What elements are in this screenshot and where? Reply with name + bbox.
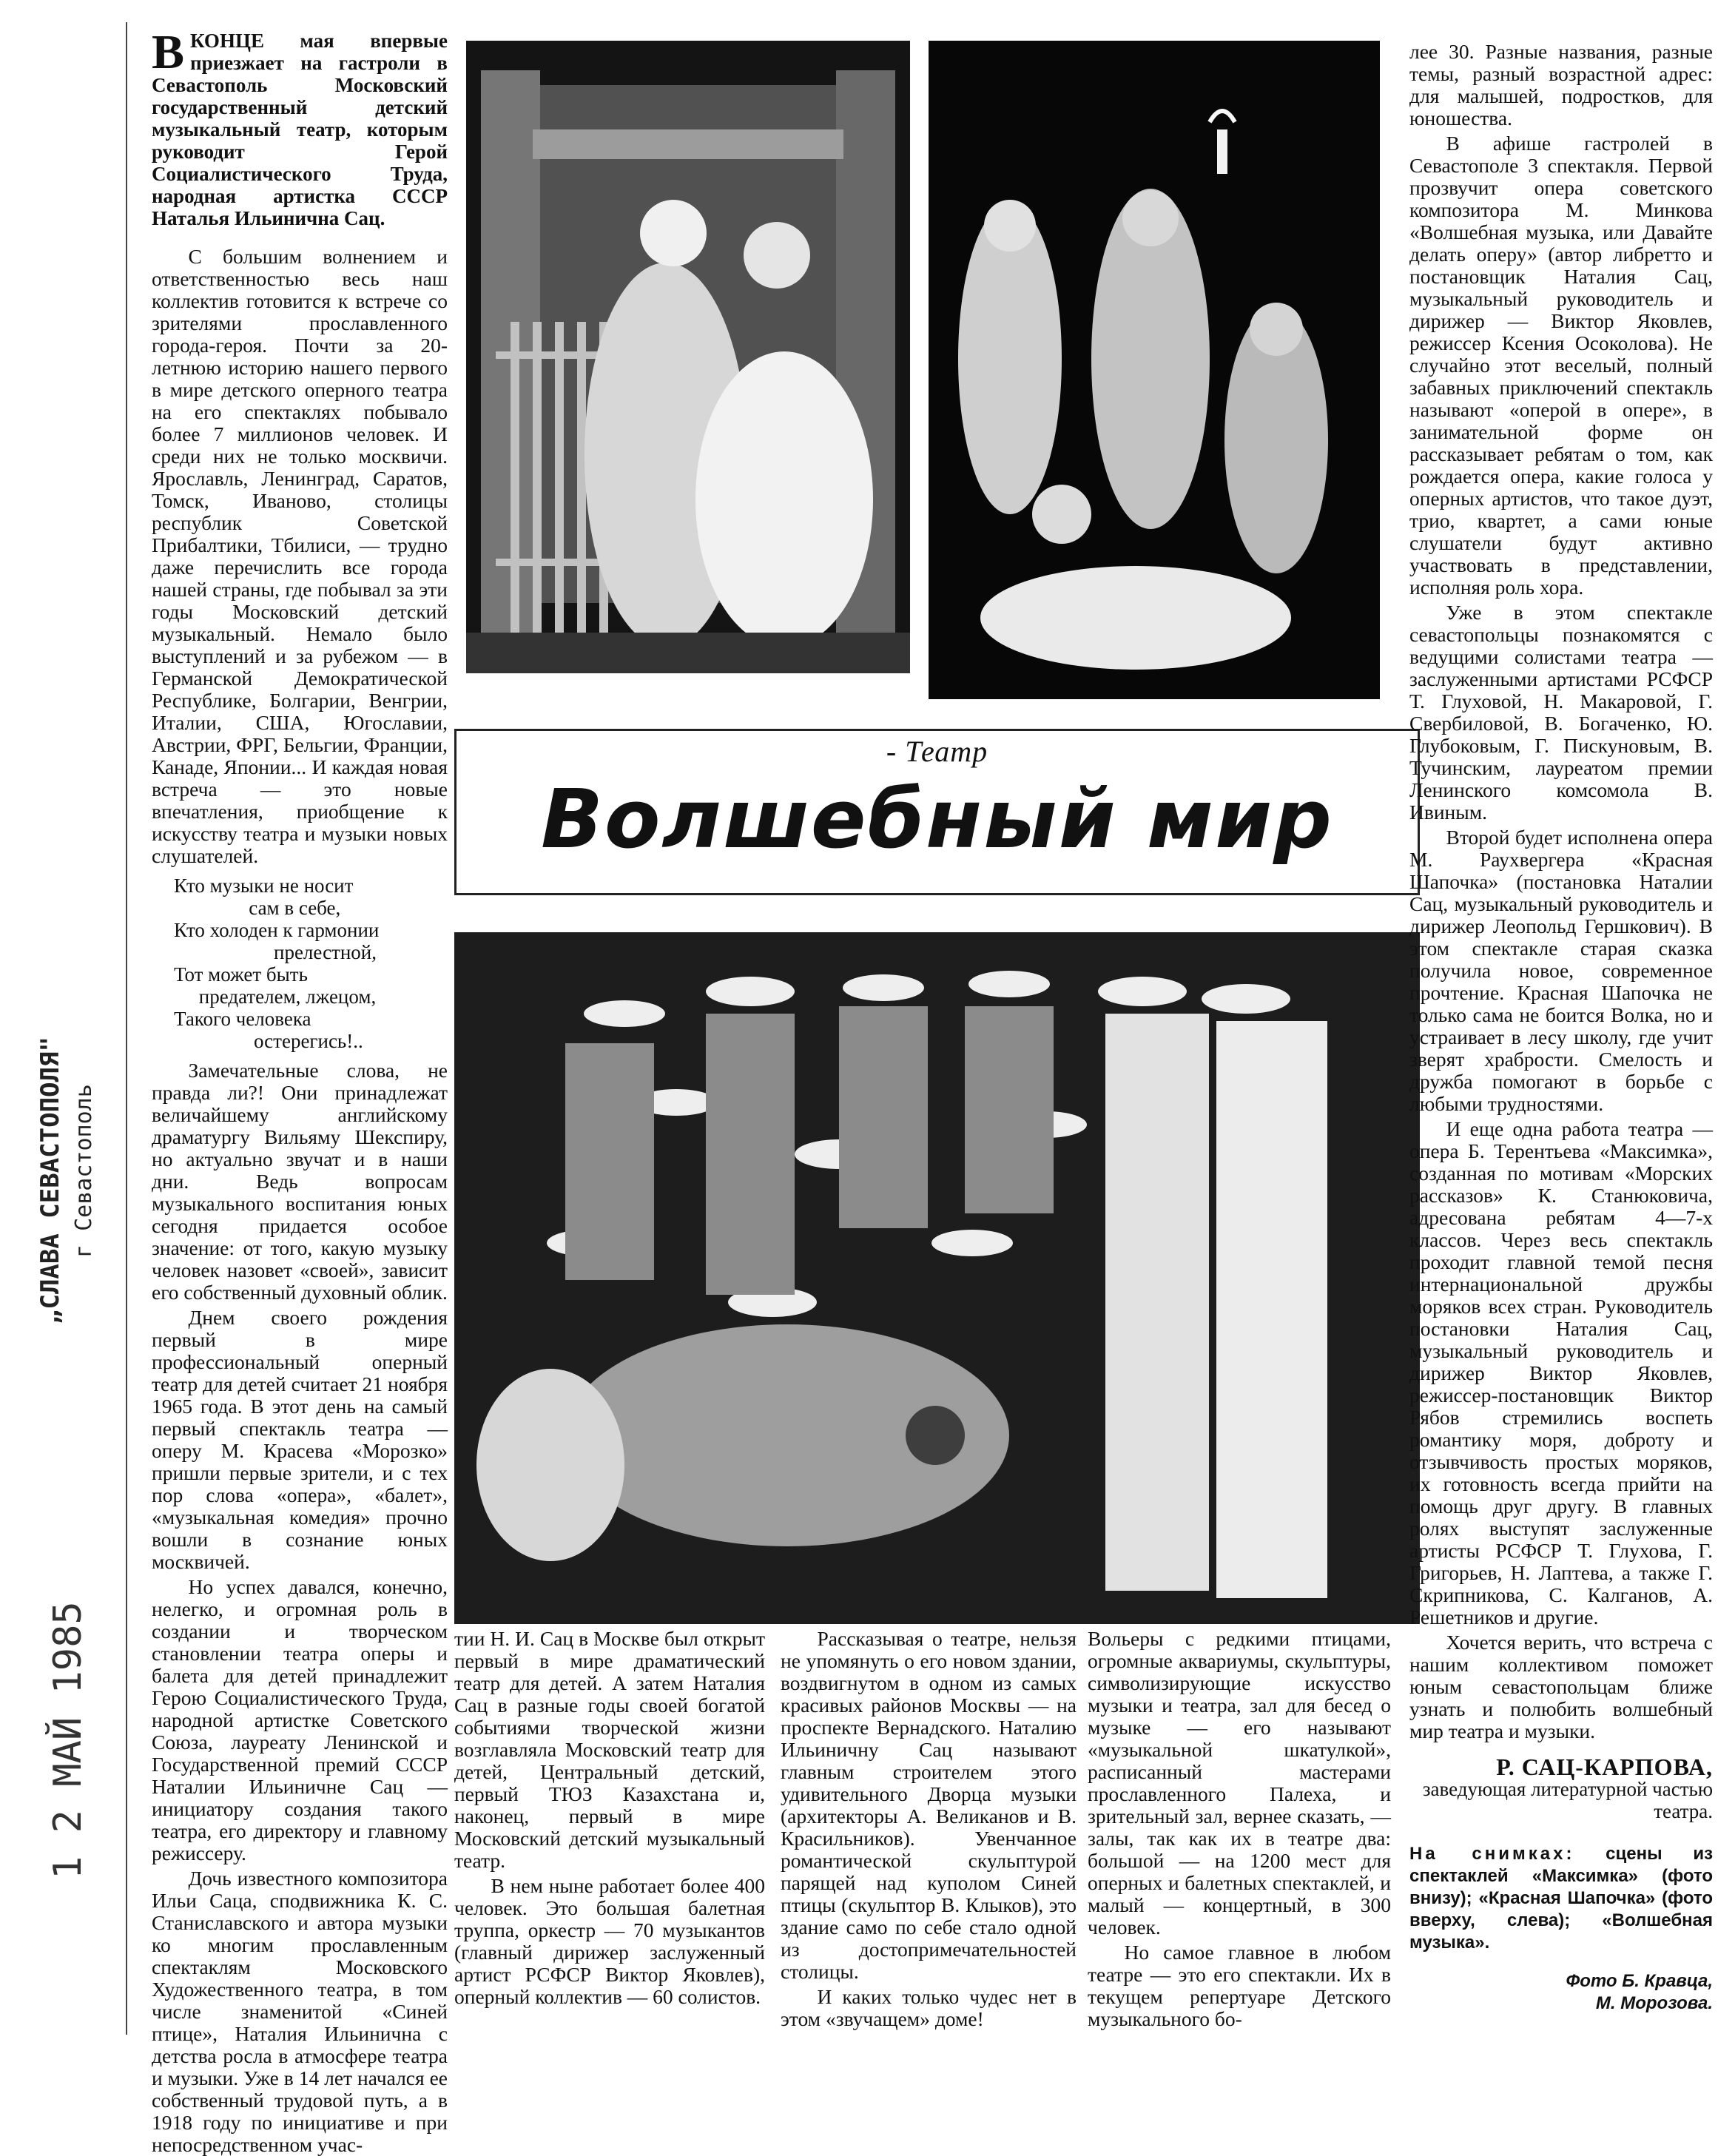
paragraph: Хочется верить, что встреча с нашим коллективом поможет юным севастопольцам ближе узнать и полюбить волшебный мир театра и музыки. <box>1409 1631 1713 1742</box>
verse-line: сам в себе, <box>174 897 341 919</box>
caption-prefix: На снимках: <box>1409 1844 1575 1864</box>
photo-magic-music <box>929 41 1380 699</box>
lead-paragraph <box>152 25 448 229</box>
paragraph: Рассказывая о театре, нельзя не упомянуть о его новом здании, воздвигнутом в одном из самых красивых районов Москвы — на проспекте Вернадского. Наталию Ильиничну Сац называют главным строителем этого удивительного Дворца музыки (архитекторы А. Великанов и В. Красильников). Увенчанное романтической скульптурой парящей над куполом Синей птицы (скульптор В. Клыков), это здание само по себе стало одной из достопримечательностей столицы. <box>781 1627 1077 1983</box>
paragraph: лее 30. Разные названия, разные темы, разный возрастной адрес: для малышей, подростков, для юношества. <box>1409 40 1713 129</box>
shakespeare-verse <box>174 875 448 1052</box>
paragraph: Второй будет исполнена опера М. Раухвергера «Красная Шапочка» (постановка Наталии Сац, музыкальный руководитель и дирижер Леопольд Гершкович). В этом спектакле старая сказка получила новое, современное прочтение. Красная Шапочка не только сама не боится Волка, но и устраивает в лесу школу, где учит зверят храбрости. Смелость и дружба помогают в борьбе с любыми трудностями. <box>1409 826 1713 1115</box>
paragraph: В афише гастролей в Севастополе 3 спектакля. Первой прозвучит опера советского композитора М. Минкова «Волшебная музыка, или Давайте делать оперу» (автор либретто и постановщик Наталия Сац, музыкальный руководитель и дирижер — Виктор Яковлев, режиссер Ксения Осоколова). Не случайно этот веселый, полный забавных приключений спектакль называют «оперой в опере», в занимательной форме он рассказывает ребятам о том, как рождается опера, какие голоса у оперных артистов, что такое дуэт, трио, квартет, а сами юные слушатели будут активно участвовать в представлении, исполняя роль хора. <box>1409 132 1713 599</box>
column-4 <box>1088 1628 1391 2030</box>
credit-line: Фото Б. Кравца, <box>1566 1971 1713 1991</box>
paragraph: Но успех давался, конечно, нелегко, и огромная роль в создании и творческом становлении театра оперы и балета для детей принадлежит Герою Социалистического Труда, народной артистке Советского Союза, лауреату Ленинской и Государственной премий СССР Наталии Ильиничне Сац — инициатору создания такого театра, его директору и главному режиссеру. <box>152 1575 448 1864</box>
paragraph: С большим волнением и ответственностью весь наш коллектив готовится к встрече со зрителями прославленного города-героя. Почти за 20-летнюю историю нашего первого в мире детского оперного театра на его спектаклях побывало более 7 миллионов человек. И среди них не только москвичи. Ярославль, Ленинград, Саратов, Томск, Иваново, столицы республик Советской Прибалтики, Тбилиси, — трудно даже перечислить все города нашей страны, где побывал за эти годы Московский детский музыкальный. Немало было выступлений и за рубежом — в Германской Демократической Республике, Болгарии, Венгрии, Италии, США, Югославии, Австрии, ФРГ, Бельгии, Франции, Канаде, Японии... И каждая новая встреча — это новые впечатления, приобщение к искусству театра и музыки новых слушателей. <box>152 245 448 867</box>
paragraph: Замечательные слова, не правда ли?! Они принадлежат величайшему английскому драматургу Вильяму Шекспиру, но актуально звучат и в наши дни. Ведь вопросам музыкального воспитания юных сегодня придается особое значение: от того, какую музыку человек назовет «своей», зависит его собственный духовный облик. <box>152 1059 448 1304</box>
verse-line: остерегись!.. <box>174 1030 363 1052</box>
city-stamp: г Севастополь <box>71 1084 97 1258</box>
photo-caption <box>1409 1843 1713 1954</box>
column-3 <box>781 1628 1077 2030</box>
verse-line: Кто холоден к гармонии <box>174 919 380 941</box>
column-2 <box>454 1628 765 2008</box>
verse-line: прелестной, <box>174 941 377 963</box>
credit-line: М. Морозова. <box>1595 1993 1713 2013</box>
photo-maksimka <box>454 932 1420 1624</box>
verse-line: Тот может быть <box>174 963 308 986</box>
column-5 <box>1409 41 1713 2015</box>
newspaper-stamp: „СЛАВА СЕВАСТОПОЛЯ" <box>36 1037 65 1324</box>
date-stamp: 1 2 МАЙ 1985 <box>46 1601 90 1879</box>
left-rule <box>126 22 127 2035</box>
paragraph: Вольеры с редкими птицами, огромные аквариумы, скульптуры, символизирующие искусство музыки и театра, зал для бесед о музыке — его называют «музыкальной шкатулкой», расписанный мастерами прославленного Палеха, и зрительный зал, вернее сказать, — залы, так как их в театре два: большой — на 1200 мест для оперных и балетных спектаклей, и малый — концертный, в 300 человек. <box>1088 1627 1391 1938</box>
paragraph: Днем своего рождения первый в мире профессиональный оперный театр для детей считает 21 ноября 1965 года. В этот день на самый первый спектакль театра — оперу М. Красева «Морозко» пришли первые зрители, и с тех пор слова «опера», «балет», «музыкальная комедия» прочно вошли в сознание юных москвичей. <box>152 1306 448 1573</box>
author-signature: Р. САЦ-КАРПОВА, <box>1496 1754 1713 1780</box>
lead-text: КОНЦЕ мая впервые приезжает на гастроли в Севастополь Московский государственный детский музыкальный театр, которым руководит Герой Социалистического Труда, народная артистка СССР Наталья Ильинична Сац. <box>152 30 448 229</box>
paragraph: В нем ныне работает более 400 человек. Это большая балетная труппа, оркестр — 70 музыкантов (главный дирижер заслуженный артист РСФСР Виктор Яковлев), оперный коллектив — 60 солистов. <box>454 1874 765 2008</box>
paragraph: Уже в этом спектакле севастопольцы познакомятся с ведущими солистами театра — заслуженными артистами РСФСР Т. Глуховой, Н. Макаровой, Г. Свербиловой, В. Богаченко, Ю. Глубоковым, Г. Пискуновым, В. Тучинским, лауреатом премии Ленинского комсомола В. Ивиным. <box>1409 601 1713 823</box>
author-role: заведующая литературной частью театра. <box>1422 1778 1713 1822</box>
paragraph: тии Н. И. Сац в Москве был открыт первый в мире драматический театр для детей. А затем Наталия Сац в разные годы своей богатой событиями творческой жизни возглавляла Московский театр для детей, Центральный детский, первый ТЮЗ Казахстана и, наконец, первый в мире Московский детский музыкальный театр. <box>454 1627 765 1872</box>
rubric: - Театр <box>457 734 1418 769</box>
paragraph: И каких только чудес нет в этом «звучащем» доме! <box>781 1985 1077 2030</box>
paragraph: И еще одна работа театра — опера Б. Терентьева «Максимка», созданная по мотивам «Морских рассказов» К. Станюковича, адресована ребятам 4—7-х классов. Через весь спектакль проходит главной темой песня интернациональной дружбы моряков всех стран. Руководитель постановки Наталия Сац, музыкальный руководитель и дирижер Виктор Яковлев, режиссер-постановщик Виктор Рябов стремились воспеть романтику моря, доброту и отзывчивость простых моряков, их готовность всегда прийти на помощь друг другу. В главных ролях выступят заслуженные артисты РСФСР Т. Глухова, Г. Григорьев, Н. Лаптева, а также Г. Скрипникова, С. Калганов, А. Решетников и другие. <box>1409 1117 1713 1628</box>
column-1 <box>152 25 448 2156</box>
paragraph: Дочь известного композитора Ильи Саца, сподвижника К. С. Станиславского и автора музыки ко многим прославленным спектаклям Московского Художественного театра, в том числе знаменитой «Синей птице», Наталия Ильинична с детства росла в атмосфере театра и музыки. Уже в 14 лет начался ее собственный трудовой путь, а в 1918 году по инициативе и при непосредственном учас- <box>152 1867 448 2156</box>
headline-box <box>454 729 1420 895</box>
paragraph: Но самое главное в любом театре — это его спектакли. Их в текущем репертуаре Детского музыкального бо- <box>1088 1941 1391 2030</box>
photo-credit <box>1409 1970 1713 2015</box>
verse-line: Кто музыки не носит <box>174 875 354 897</box>
verse-line: предателем, лжецом, <box>174 986 377 1008</box>
drop-cap: В <box>152 25 185 79</box>
caption-text: сцены из спектаклей «Максимка» (фото внизу); «Красная Шапочка» (фото вверху, слева); «Волшебная музыка». <box>1409 1844 1714 1953</box>
verse-line: Такого человека <box>174 1008 311 1030</box>
page-title: Волшебный мир <box>541 772 1333 866</box>
photo-red-riding-hood <box>466 41 910 673</box>
